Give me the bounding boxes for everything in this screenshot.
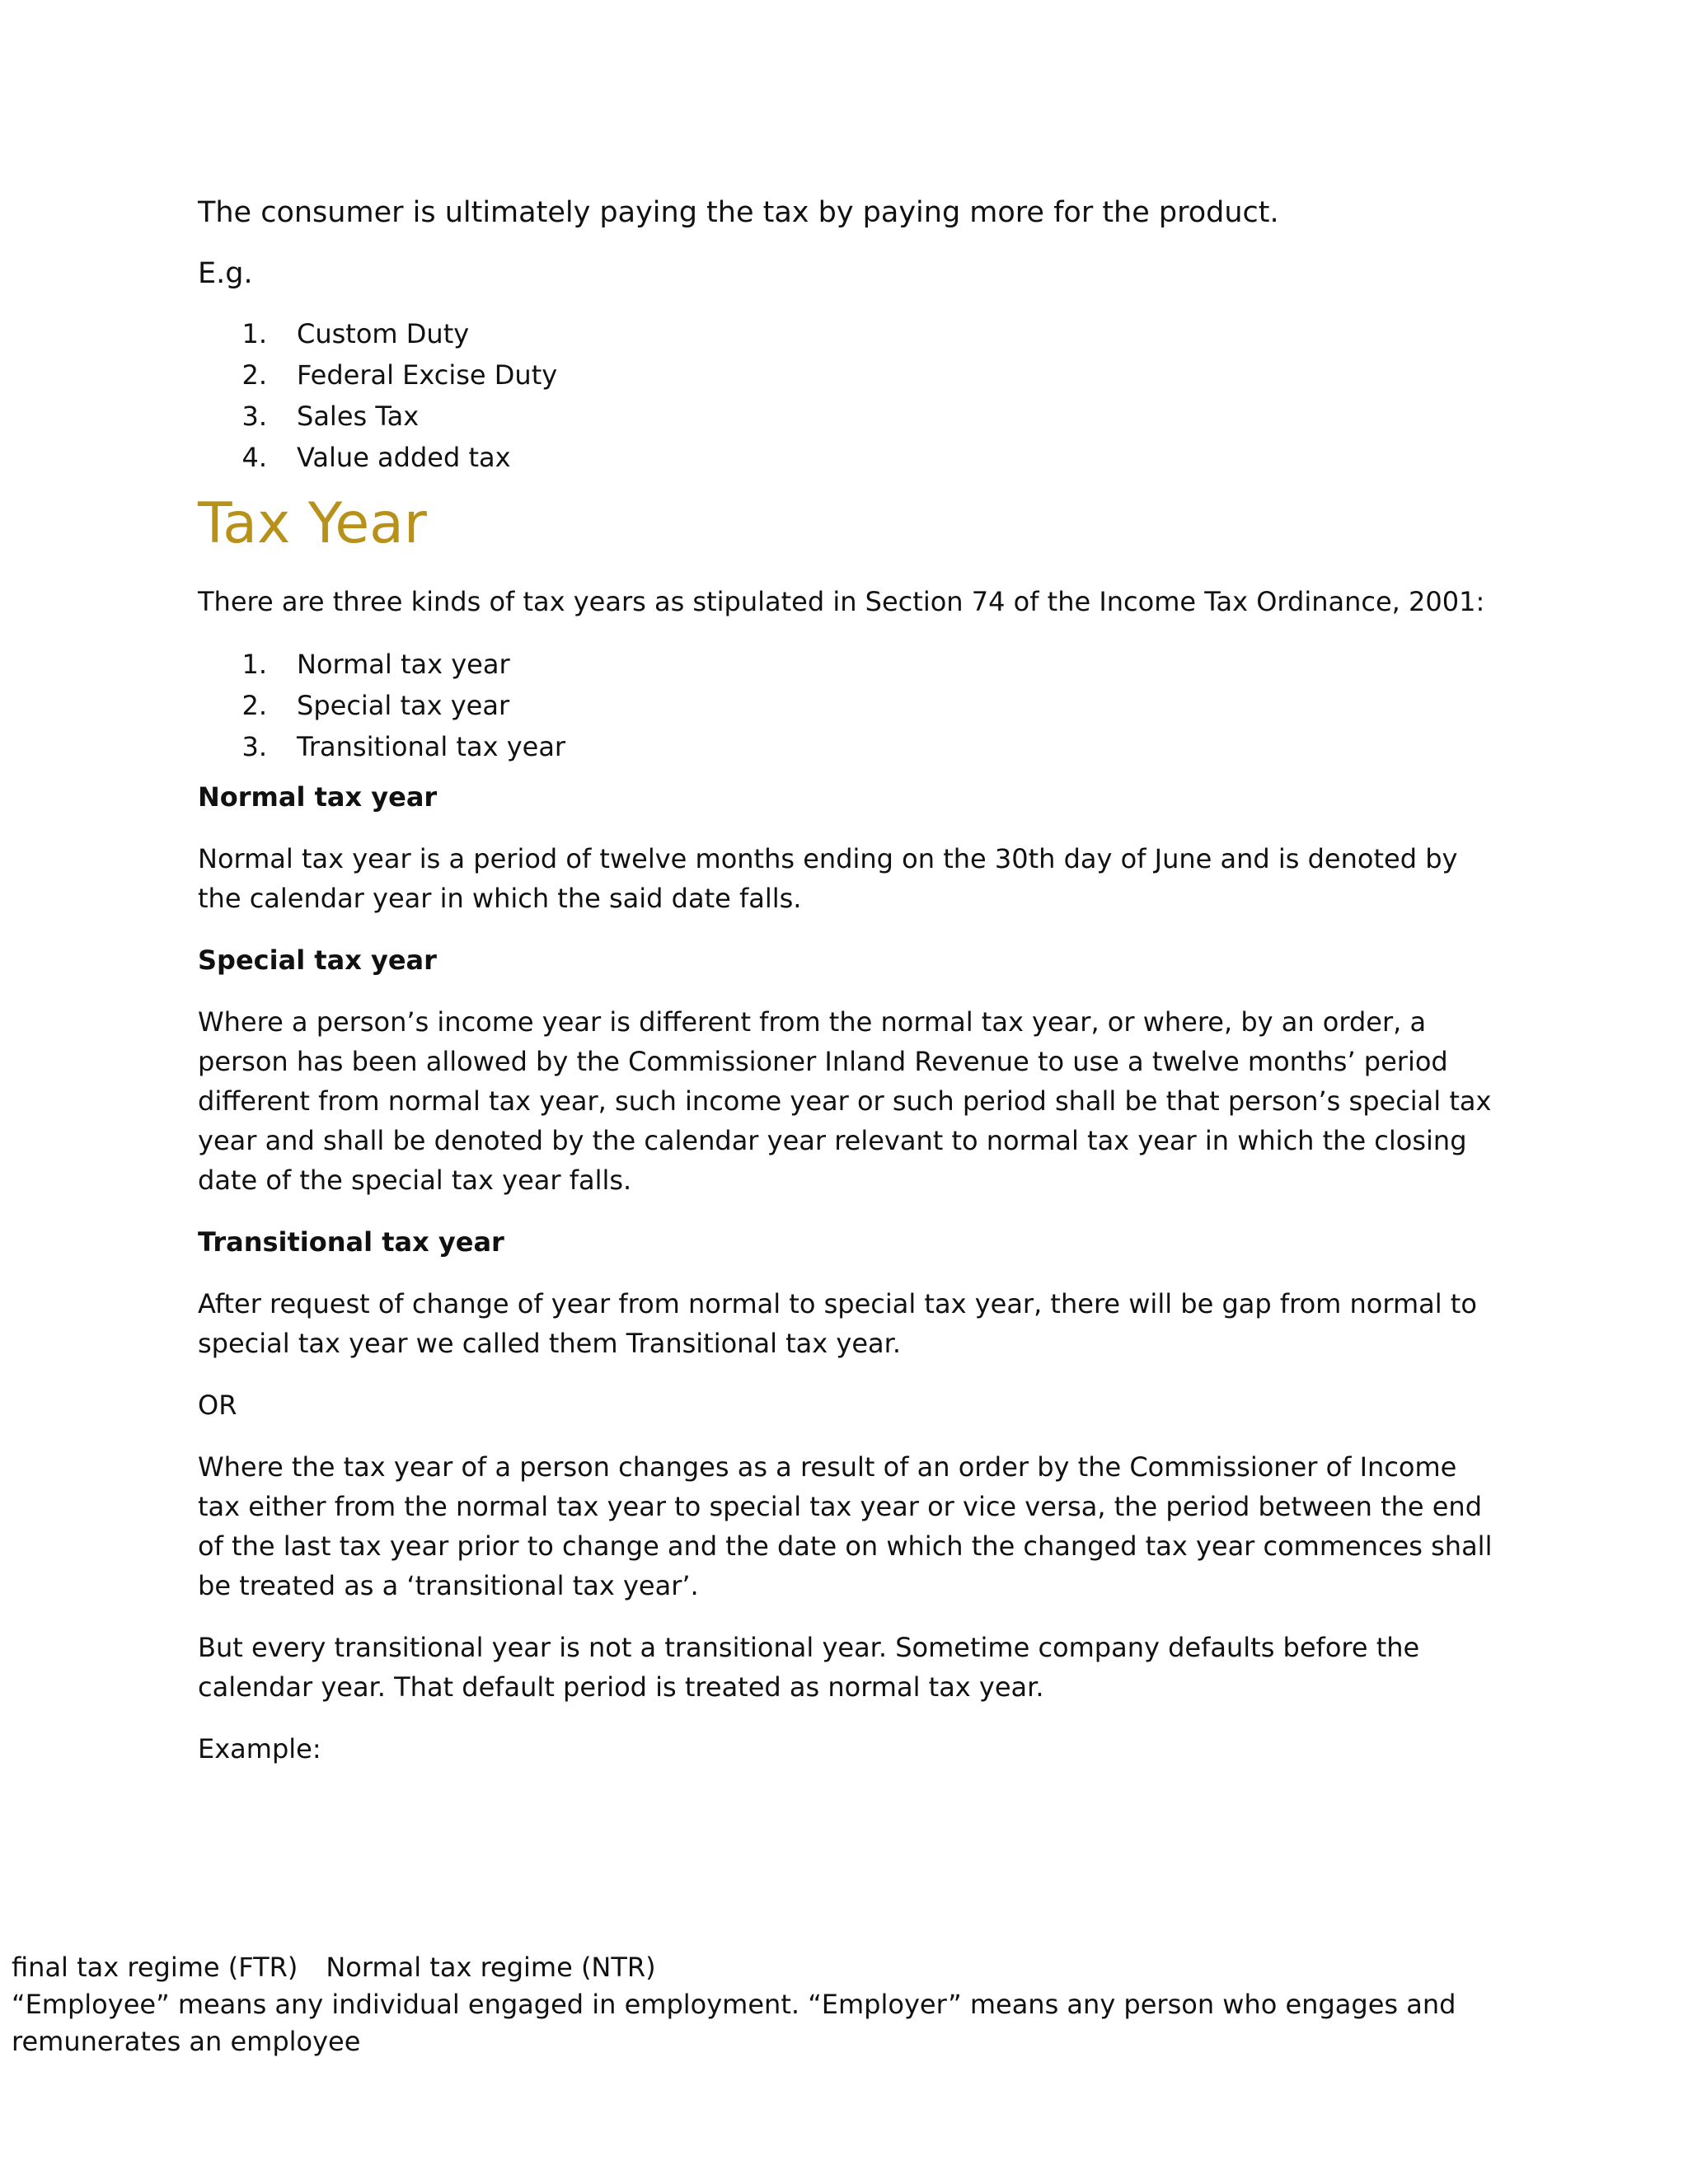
list-item (198, 685, 1500, 726)
special-tax-year-paragraph: Where a person’s income year is different from the normal tax year, or where, by an order, a person has been allowed by the Commissioner Inland Revenue to use a twelve months’ period different from normal tax year, such income year or such period shall be that person’s special tax year and shall be denoted by the calendar year relevant to normal tax year in which the closing date of the special tax year falls. (198, 1006, 1492, 1196)
transitional-paragraph-1: After request of change of year from normal to special tax year, there will be gap from normal to special tax year we called them Transitional tax year. (198, 1288, 1477, 1359)
list-text: Transitional tax year (297, 731, 566, 762)
or-separator: OR (198, 1390, 237, 1421)
list-text: Sales Tax (297, 401, 420, 432)
list-number: 3. (241, 731, 267, 762)
list-text: Special tax year (297, 690, 510, 721)
intro-paragraph: The consumer is ultimately paying the tax by paying more for the product. (198, 196, 1279, 229)
transitional-tax-year-heading: Transitional tax year (198, 1226, 504, 1258)
list-text: Normal tax year (297, 649, 510, 680)
list-item (198, 726, 1500, 767)
list-item (198, 396, 1500, 437)
normal-tax-year-paragraph: Normal tax year is a period of twelve months ending on the 30th day of June and is denoted by the calendar year in which the said date falls. (198, 843, 1458, 914)
tax-year-kinds-list (198, 644, 1500, 767)
list-number: 4. (241, 442, 267, 473)
ftr-note: final tax regime (FTR) (12, 1952, 298, 1983)
list-number: 2. (241, 359, 267, 391)
transitional-paragraph-2: Where the tax year of a person changes as a result of an order by the Commissioner of Income tax either from the normal tax year to special tax year or vice versa, the period between the end of the last tax year prior to change and the date on which the changed tax year commences shall be treated as a ‘transitional tax year’. (198, 1451, 1493, 1601)
main-content (198, 191, 1500, 1791)
list-item (198, 644, 1500, 685)
tax-year-intro: There are three kinds of tax years as stipulated in Section 74 of the Income Tax Ordinance, 2001: (198, 586, 1485, 617)
footnotes (12, 1949, 1578, 2060)
list-text: Custom Duty (297, 318, 470, 349)
list-number: 1. (241, 649, 267, 680)
regime-footnote (12, 1949, 1578, 1986)
indirect-tax-list (198, 313, 1500, 478)
list-text: Value added tax (297, 442, 511, 473)
list-number: 1. (241, 318, 267, 349)
list-number: 3. (241, 401, 267, 432)
ntr-note: Normal tax regime (NTR) (326, 1952, 656, 1983)
example-heading: Example: (198, 1733, 321, 1765)
list-text: Federal Excise Duty (297, 359, 558, 391)
tax-year-heading: Tax Year (198, 491, 427, 556)
normal-tax-year-heading: Normal tax year (198, 781, 438, 813)
employee-footnote: “Employee” means any individual engaged in employment. “Employer” means any person who engages and remunerates an employee (12, 1989, 1456, 2057)
transitional-paragraph-3: But every transitional year is not a transitional year. Sometime company defaults before the calendar year. That default period is treated as normal tax year. (198, 1632, 1420, 1703)
list-item (198, 354, 1500, 396)
list-item (198, 437, 1500, 478)
special-tax-year-heading: Special tax year (198, 944, 437, 976)
list-item (198, 313, 1500, 354)
example-label: E.g. (198, 257, 253, 290)
list-number: 2. (241, 690, 267, 721)
